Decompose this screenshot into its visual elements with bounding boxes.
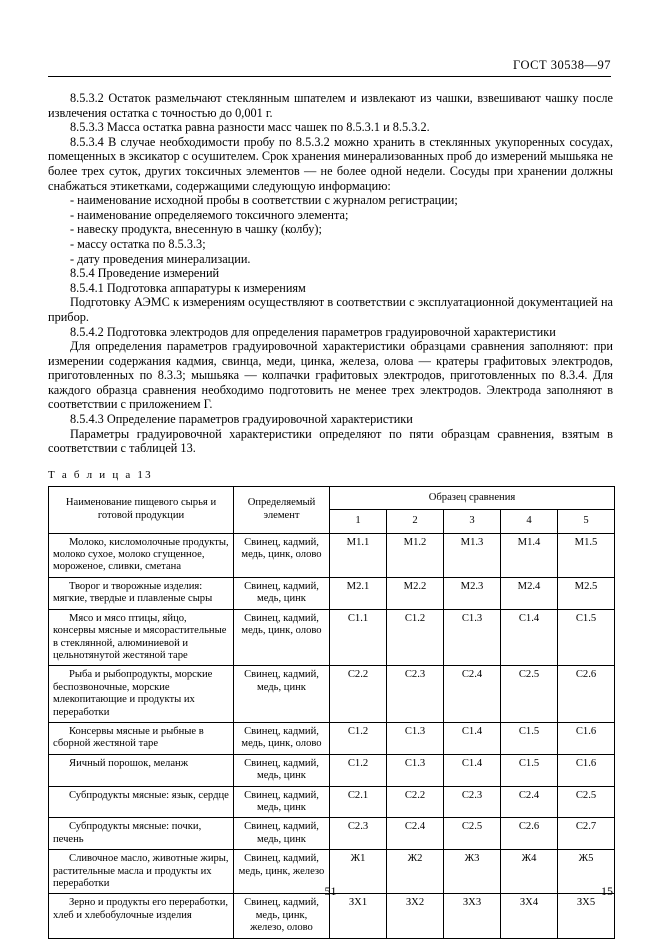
list-item: - навеску продукта, внесенную в чашку (колбу);	[70, 222, 322, 237]
cell-code: С1.2	[330, 754, 387, 786]
cell-code: С1.4	[444, 754, 501, 786]
cell-name: Яичный порошок, меланж	[49, 754, 234, 786]
paragraph: Для определения параметров градуировочной характеристики образцами сравнения заполняют: при измерении содержания кадмия, свинца, меди, цинка, железа, олова — кратеры графитовых электродов, приготовленных по 8.3.3; мышьяка — колпачки графитовых электродов, приготовленных по 8.3.4. Для каждого образца сравнения необходимо подготовить не менее трех электродов. Электрода заполняют в соответствии с приложением Г.	[48, 339, 613, 412]
cell-name: Творог и творожные изделия: мягкие, твердые и плавленые сыры	[49, 577, 234, 609]
cell-code: М2.1	[330, 577, 387, 609]
cell-code: С2.2	[387, 786, 444, 818]
cell-element: Свинец, кадмий, медь, цинк, железо, олово	[234, 894, 330, 938]
cell-code: С1.5	[501, 722, 558, 754]
table-row	[49, 754, 615, 786]
cell-code: С2.6	[501, 818, 558, 850]
cell-element: Свинец, кадмий, медь, цинк	[234, 754, 330, 786]
cell-code: С1.2	[387, 609, 444, 666]
standard-number: ГОСТ 30538—97	[513, 58, 611, 72]
paragraph: Подготовку АЭМС к измерениям осуществляют в соответствии с эксплуатационной документацией на прибор.	[48, 295, 613, 324]
cell-code: М1.2	[387, 533, 444, 577]
cell-code: М1.4	[501, 533, 558, 577]
table-row	[49, 666, 615, 723]
th-sample-2: 2	[387, 510, 444, 533]
cell-code: М1.5	[558, 533, 615, 577]
cell-element: Свинец, кадмий, медь, цинк	[234, 577, 330, 609]
cell-code: ЗХ5	[558, 894, 615, 938]
cell-name: Молоко, кисломолочные продукты, молоко сухое, молоко сгущенное, мороженое, сливки, сметана	[49, 533, 234, 577]
th-sample-1: 1	[330, 510, 387, 533]
table-row	[49, 577, 615, 609]
cell-name: Сливочное масло, животные жиры, растительные масла и продукты их переработки	[49, 850, 234, 894]
cell-code: С2.1	[330, 786, 387, 818]
th-samples-group: Образец сравнения	[330, 486, 615, 509]
cell-code: М2.5	[558, 577, 615, 609]
cell-element: Свинец, кадмий, медь, цинк	[234, 666, 330, 723]
list-item: - наименование исходной пробы в соответствии с журналом регистрации;	[70, 193, 458, 208]
cell-element: Свинец, кадмий, медь, цинк	[234, 818, 330, 850]
cell-code: С2.2	[330, 666, 387, 723]
list-item: - дату проведения минерализации.	[70, 251, 251, 266]
paragraph: 8.5.3.3 Масса остатка равна разности масс чашек по 8.5.3.1 и 8.5.3.2.	[70, 120, 430, 135]
cell-code: С1.6	[558, 754, 615, 786]
paragraph: 8.5.4 Проведение измерений	[70, 266, 220, 281]
cell-name: Рыба и рыбопродукты, морские беспозвоночные, морские млекопитающие и продукты их переработки	[49, 666, 234, 723]
cell-code: С2.5	[444, 818, 501, 850]
paragraph: 8.5.4.2 Подготовка электродов для определения параметров градуировочной характеристики	[70, 324, 556, 339]
table-caption: Т а б л и ц а 13	[48, 468, 153, 481]
cell-element: Свинец, кадмий, медь, цинк, железо	[234, 850, 330, 894]
table-header-row	[49, 486, 615, 509]
cell-code: С2.6	[558, 666, 615, 723]
table-row	[49, 722, 615, 754]
cell-code: Ж3	[444, 850, 501, 894]
paragraph: Параметры градуировочной характеристики определяют по пяти образцам сравнения, взятым в соответствии с таблицей 13.	[48, 426, 613, 456]
cell-element: Свинец, кадмий, медь, цинк, олово	[234, 609, 330, 666]
page-number-right: 15	[601, 884, 613, 898]
page-header	[48, 0, 613, 77]
table-row	[49, 894, 615, 938]
cell-name: Мясо и мясо птицы, яйцо, консервы мясные и мясорастительные в стеклянной, алюминиевой и цельнотянутой жестяной таре	[49, 609, 234, 666]
paragraph: 8.5.3.2 Остаток размельчают стеклянным шпателем и извлекают из чашки, взвешивают чашку после извлечения остатка с точностью до 0,001 г.	[48, 91, 613, 120]
cell-code: Ж1	[330, 850, 387, 894]
cell-code: С2.3	[444, 786, 501, 818]
th-sample-3: 3	[444, 510, 501, 533]
cell-code: С2.4	[501, 786, 558, 818]
cell-code: М1.3	[444, 533, 501, 577]
header-rule	[48, 76, 611, 77]
cell-name: Консервы мясные и рыбные в сборной жестяной таре	[49, 722, 234, 754]
cell-code: С1.4	[444, 722, 501, 754]
cell-code: ЗХ4	[501, 894, 558, 938]
cell-code: С1.5	[501, 754, 558, 786]
cell-element: Свинец, кадмий, медь, цинк, олово	[234, 533, 330, 577]
th-name: Наименование пищевого сырья и готовой продукции	[49, 486, 234, 533]
paragraph: 8.5.4.1 Подготовка аппаратуры к измерениям	[70, 280, 306, 295]
cell-code: ЗХ1	[330, 894, 387, 938]
cell-code: С1.4	[501, 609, 558, 666]
cell-code: С1.3	[387, 754, 444, 786]
table-row	[49, 818, 615, 850]
list-item: - массу остатка по 8.5.3.3;	[70, 236, 206, 251]
cell-name: Субпродукты мясные: почки, печень	[49, 818, 234, 850]
cell-code: С1.5	[558, 609, 615, 666]
cell-name: Зерно и продукты его переработки, хлеб и хлебобулочные изделия	[49, 894, 234, 938]
comparison-samples-table	[48, 486, 615, 939]
th-sample-5: 5	[558, 510, 615, 533]
cell-code: М2.3	[444, 577, 501, 609]
cell-code: ЗХ2	[387, 894, 444, 938]
cell-code: С1.3	[387, 722, 444, 754]
paragraph: 8.5.4.3 Определение параметров градуировочной характеристики	[70, 412, 413, 427]
table-row	[49, 609, 615, 666]
list-item: - наименование определяемого токсичного элемента;	[70, 207, 349, 222]
cell-code: М1.1	[330, 533, 387, 577]
cell-code: М2.4	[501, 577, 558, 609]
cell-code: С2.5	[501, 666, 558, 723]
cell-code: С1.3	[444, 609, 501, 666]
cell-code: С2.4	[387, 818, 444, 850]
cell-code: С2.3	[387, 666, 444, 723]
page-number-center: 51	[324, 884, 337, 898]
cell-code: С2.5	[558, 786, 615, 818]
table-row	[49, 786, 615, 818]
cell-code: С2.4	[444, 666, 501, 723]
cell-code: С1.6	[558, 722, 615, 754]
th-sample-4: 4	[501, 510, 558, 533]
cell-code: С2.3	[330, 818, 387, 850]
cell-code: С2.7	[558, 818, 615, 850]
cell-name: Субпродукты мясные: язык, сердце	[49, 786, 234, 818]
cell-code: Ж4	[501, 850, 558, 894]
cell-element: Свинец, кадмий, медь, цинк, олово	[234, 722, 330, 754]
cell-code: С1.2	[330, 722, 387, 754]
cell-code: Ж5	[558, 850, 615, 894]
table-row	[49, 533, 615, 577]
cell-code: С1.1	[330, 609, 387, 666]
cell-code: М2.2	[387, 577, 444, 609]
paragraph: 8.5.3.4 В случае необходимости пробу по 8.5.3.2 можно хранить в стеклянных укупоренных сосудах, помещенных в эксикатор с осушителем. Срок хранения минерализованных проб до измерений мышьяка не более трех суток, других токсичных элементов — не более одной недели. Сосуды при хранении должны снабжаться этикетками, содержащими следующую информацию:	[48, 134, 613, 193]
cell-element: Свинец, кадмий, медь, цинк	[234, 786, 330, 818]
body-text	[48, 91, 613, 456]
cell-code: Ж2	[387, 850, 444, 894]
th-element: Определяемый элемент	[234, 486, 330, 533]
cell-code: ЗХ3	[444, 894, 501, 938]
